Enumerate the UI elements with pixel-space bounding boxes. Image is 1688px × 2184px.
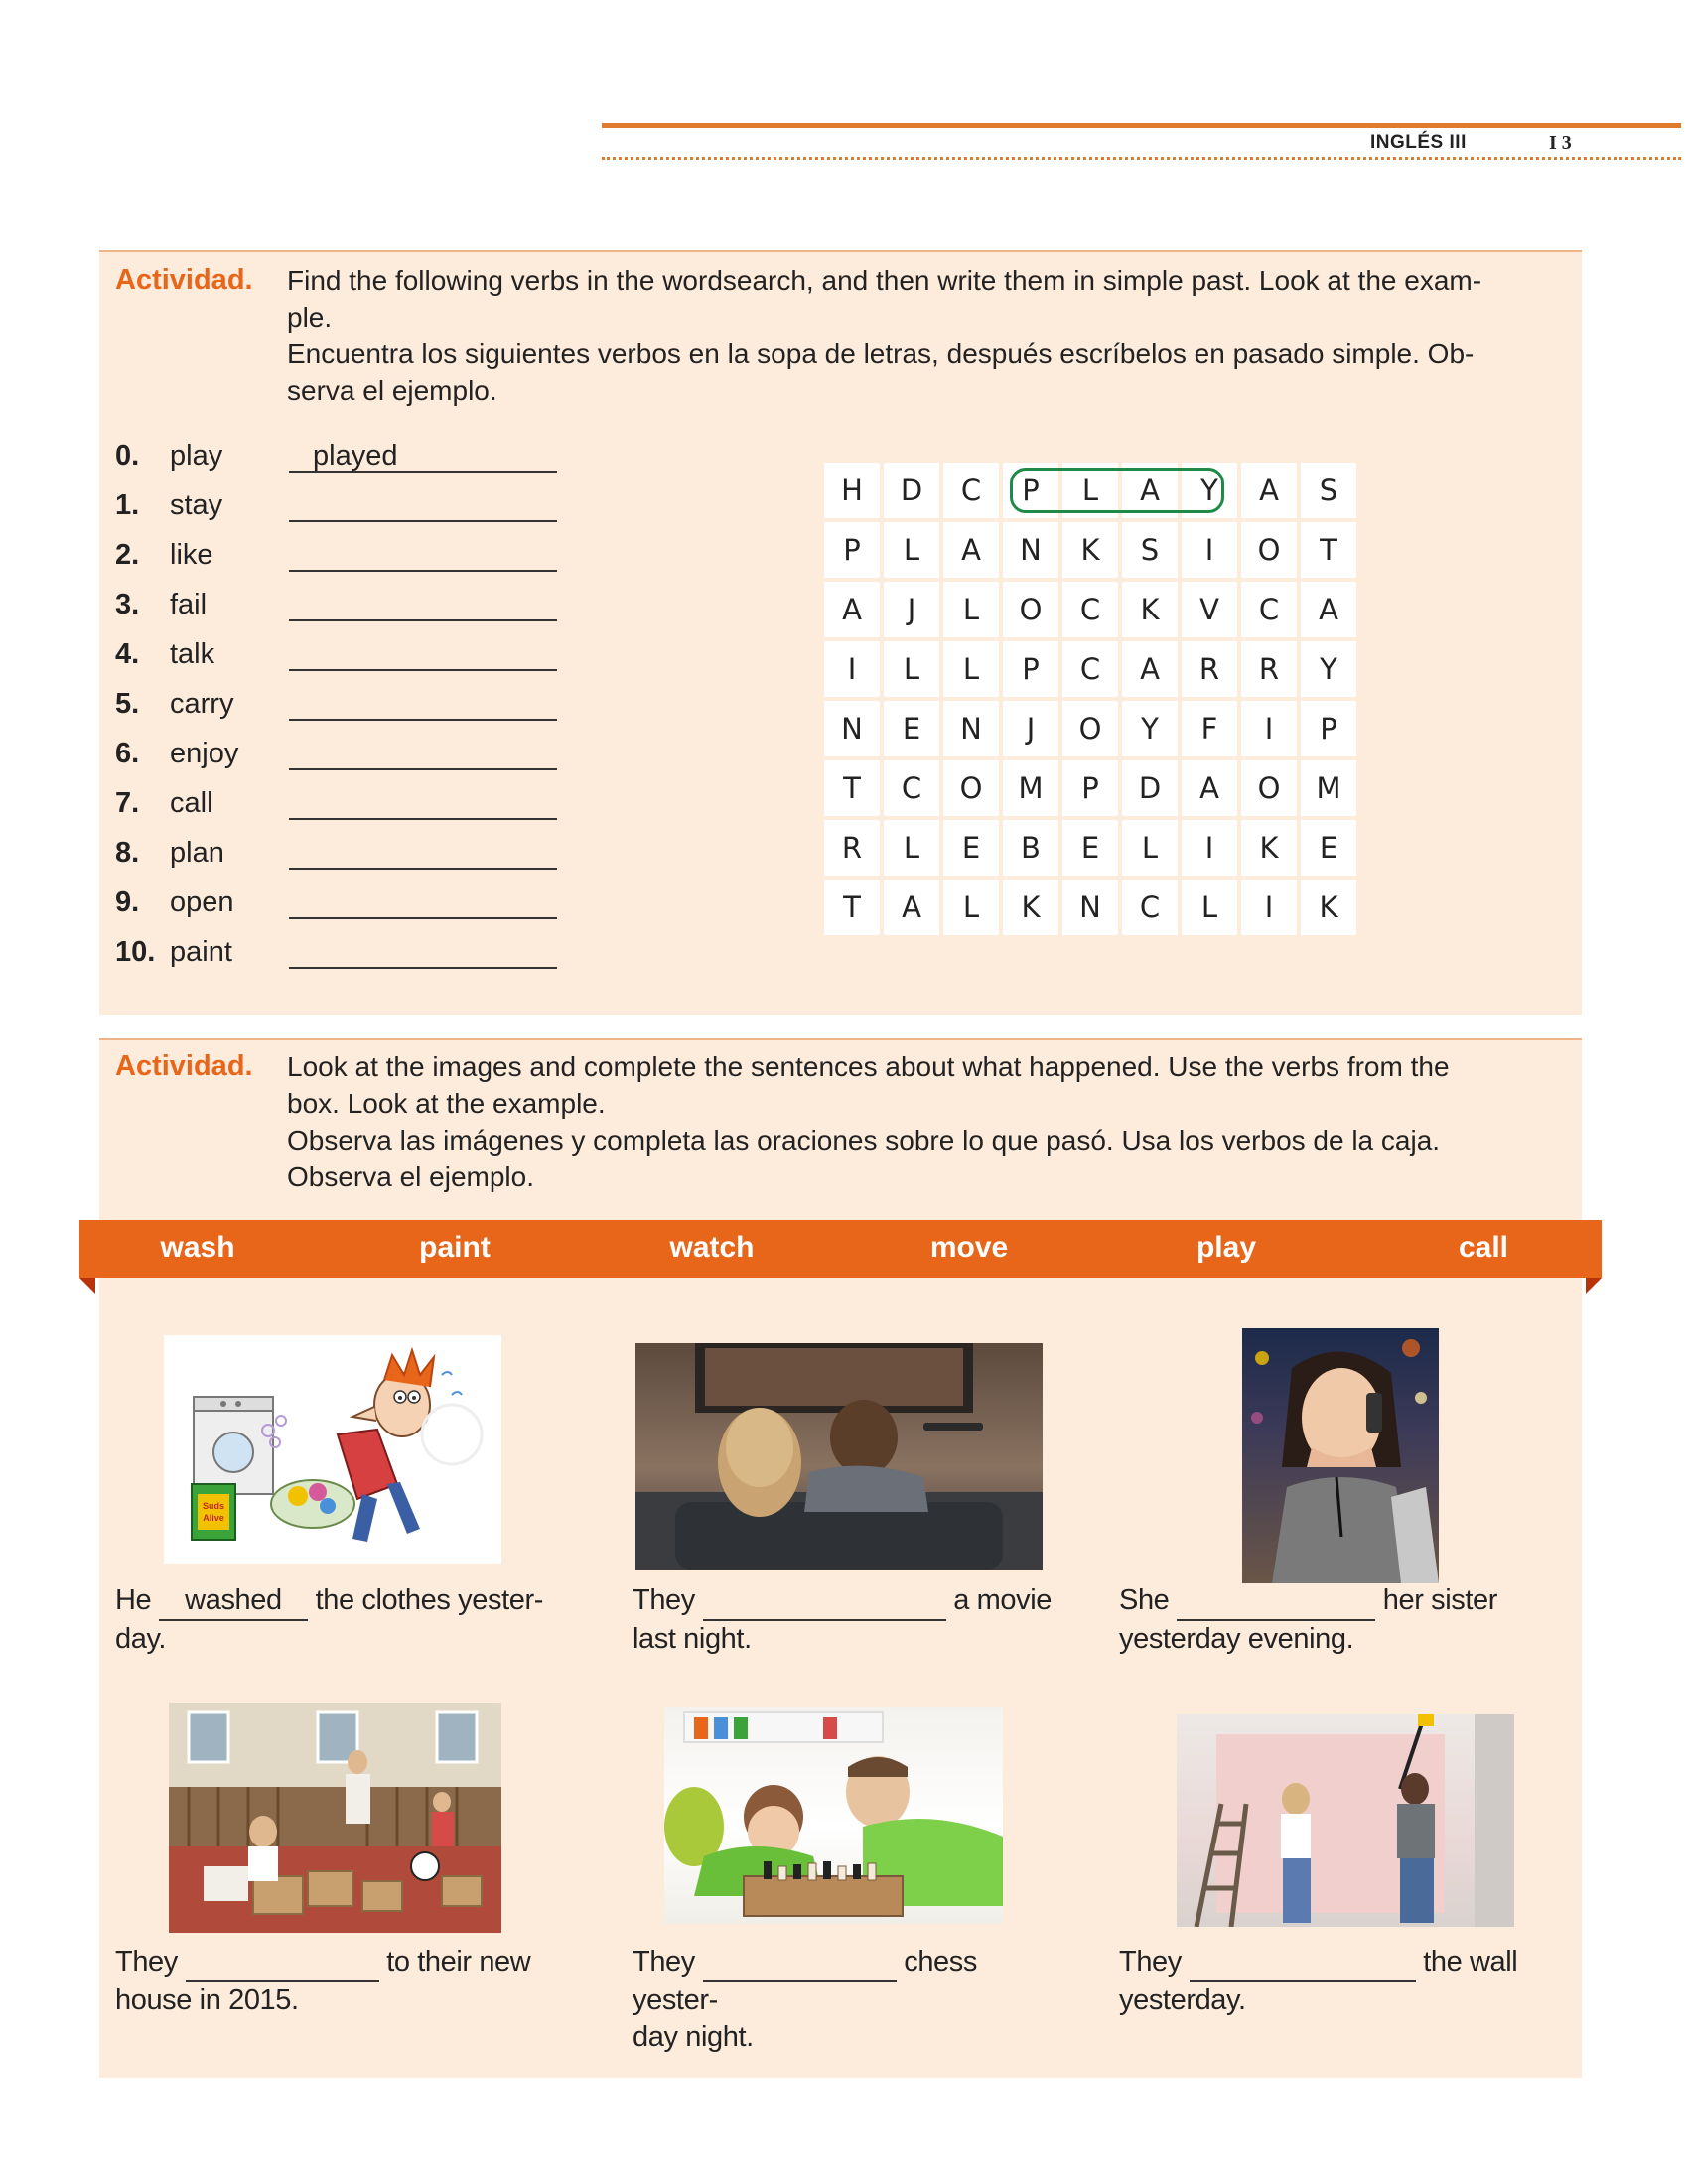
wordsearch-cell[interactable]: P	[1003, 463, 1058, 518]
wordsearch-cell[interactable]: K	[1003, 880, 1058, 935]
answer-field[interactable]	[289, 489, 557, 522]
sentence-line1	[1119, 1582, 1576, 1621]
suds-alive-box	[192, 1484, 235, 1540]
activity1-instructions	[287, 262, 1567, 409]
svg-text:Alive: Alive	[203, 1513, 224, 1523]
wordsearch-cell[interactable]: P	[1301, 701, 1356, 756]
wordsearch-cell[interactable]: O	[1241, 760, 1297, 816]
wordsearch-cell[interactable]: D	[884, 463, 939, 518]
activity2-label: Actividad.	[115, 1050, 253, 1082]
wordsearch-cell[interactable]: L	[943, 641, 999, 697]
verb-base: fail	[170, 589, 208, 620]
answer-field[interactable]	[289, 837, 557, 870]
sentence-6	[1119, 1944, 1576, 2019]
wordsearch-cell[interactable]: A	[943, 522, 999, 578]
wordsearch-cell[interactable]: R	[1241, 641, 1297, 697]
sentence-5	[633, 1944, 1069, 2056]
wordsearch-cell[interactable]: A	[1122, 641, 1178, 697]
answer-blank[interactable]	[703, 1582, 946, 1621]
wordsearch-cell[interactable]: F	[1182, 701, 1237, 756]
sentence-line1	[115, 1582, 552, 1621]
svg-text:Suds: Suds	[202, 1501, 225, 1511]
verb-box-item: paint	[419, 1231, 491, 1264]
wordsearch-cell[interactable]: R	[1182, 641, 1237, 697]
sentence-rest: the wall	[1423, 1946, 1518, 1978]
wordsearch-cell[interactable]: C	[884, 760, 939, 816]
sentence-rest: chess yester-	[633, 1946, 977, 2016]
instruction-en-line2: box. Look at the example.	[287, 1088, 606, 1119]
verb-box-item: move	[929, 1231, 1009, 1264]
wordsearch-cell[interactable]: T	[1301, 522, 1356, 578]
playing-chess-photo	[664, 1707, 1003, 1924]
verb-base: enjoy	[170, 738, 239, 769]
verb-base: plan	[170, 837, 224, 869]
sentence-line2: yesterday evening.	[1119, 1623, 1354, 1655]
sentence-line2: day.	[115, 1623, 167, 1655]
wordsearch-cell[interactable]: I	[824, 641, 880, 697]
sentence-line2: day night.	[633, 2021, 754, 2053]
activity2-instructions	[287, 1048, 1567, 1195]
wordsearch-cell[interactable]: A	[884, 880, 939, 935]
sentence-line1	[1119, 1944, 1576, 1982]
wordsearch-cell[interactable]: N	[1003, 522, 1058, 578]
wordsearch-cell[interactable]: M	[1301, 760, 1356, 816]
verb-base: call	[170, 787, 213, 819]
wordsearch-cell[interactable]: N	[1062, 880, 1118, 935]
instruction-es-line1: Encuentra los siguientes verbos en la sopa de letras, después escríbelos en pasado simple. Ob-	[287, 339, 1475, 369]
instruction-en-line2: ple.	[287, 302, 333, 333]
wordsearch-cell[interactable]: B	[1003, 820, 1058, 876]
sentence-rest: to their new	[386, 1946, 531, 1978]
verb-number: 2.	[115, 539, 140, 571]
sentence-subject: He	[115, 1584, 152, 1616]
verb-base: like	[170, 539, 213, 571]
verb-number: 4.	[115, 638, 140, 670]
banner-fold-right	[1586, 1278, 1602, 1294]
verb-number: 0.	[115, 440, 140, 472]
answer-blank[interactable]: washed	[159, 1582, 308, 1621]
answer-field[interactable]	[289, 738, 557, 770]
answer-field[interactable]	[289, 688, 557, 721]
wordsearch-cell[interactable]: L	[943, 582, 999, 637]
wordsearch-cell[interactable]: C	[1062, 582, 1118, 637]
wordsearch-cell[interactable]: I	[1241, 701, 1297, 756]
wordsearch-cell[interactable]: A	[1122, 463, 1178, 518]
sentence-3	[1119, 1582, 1576, 1658]
wordsearch-cell[interactable]: D	[1122, 760, 1178, 816]
verb-base: talk	[170, 638, 215, 670]
header-dotted-rule	[602, 157, 1681, 160]
wordsearch-cell[interactable]: R	[824, 820, 880, 876]
wordsearch-cell[interactable]: I	[1182, 820, 1237, 876]
wordsearch-cell[interactable]: L	[884, 820, 939, 876]
wordsearch-cell[interactable]: O	[1241, 522, 1297, 578]
wordsearch-cell[interactable]: P	[1062, 760, 1118, 816]
sentence-rest: a movie	[953, 1584, 1052, 1616]
wordsearch-cell[interactable]: L	[884, 641, 939, 697]
wordsearch-cell[interactable]: E	[1062, 820, 1118, 876]
verb-base: play	[170, 440, 223, 472]
wordsearch-cell[interactable]: A	[1241, 463, 1297, 518]
sentence-line1	[115, 1944, 552, 1982]
answer-field[interactable]: played	[289, 440, 557, 473]
verb-box-item: call	[1458, 1231, 1509, 1264]
verb-box-item: wash	[160, 1231, 235, 1264]
example-word-highlight	[1010, 468, 1224, 513]
wordsearch-cell[interactable]: K	[1062, 522, 1118, 578]
activity1-label: Actividad.	[115, 264, 253, 296]
wordsearch-cell[interactable]: C	[1062, 641, 1118, 697]
verb-box-item: play	[1196, 1231, 1257, 1264]
wordsearch-cell[interactable]: A	[824, 582, 880, 637]
wordsearch-cell[interactable]: L	[1182, 880, 1237, 935]
verb-base: open	[170, 887, 234, 918]
instruction-es-line1: Observa las imágenes y completa las oraciones sobre lo que pasó. Usa los verbos de la caja.	[287, 1125, 1441, 1156]
wordsearch-grid	[824, 463, 1356, 935]
instruction-en-line1: Look at the images and complete the sentences about what happened. Use the verbs from the	[287, 1051, 1450, 1082]
wordsearch-cell[interactable]: M	[1003, 760, 1058, 816]
wordsearch-cell[interactable]: O	[943, 760, 999, 816]
painting-wall-photo	[1177, 1714, 1514, 1927]
verb-base: carry	[170, 688, 234, 720]
verb-base: stay	[170, 489, 223, 521]
wordsearch-cell[interactable]: K	[1301, 880, 1356, 935]
wordsearch-cell[interactable]: C	[1241, 582, 1297, 637]
wordsearch-cell[interactable]: H	[824, 463, 880, 518]
sentence-line1	[633, 1582, 1069, 1621]
sentence-line2: yesterday.	[1119, 1984, 1246, 2016]
wordsearch-cell[interactable]: Y	[1122, 701, 1178, 756]
wordsearch-cell[interactable]: S	[1301, 463, 1356, 518]
wordsearch-cell[interactable]: L	[1122, 820, 1178, 876]
answer-blank[interactable]	[186, 1944, 379, 1982]
answer-field[interactable]	[289, 887, 557, 919]
sentence-subject: They	[115, 1946, 178, 1978]
wordsearch-cell[interactable]: N	[824, 701, 880, 756]
sentence-rest: her sister	[1382, 1584, 1498, 1616]
wordsearch-cell[interactable]: T	[824, 880, 880, 935]
wordsearch-cell[interactable]: T	[824, 760, 880, 816]
answer-field[interactable]	[289, 589, 557, 621]
wordsearch-cell[interactable]: C	[943, 463, 999, 518]
wordsearch-cell[interactable]: L	[1062, 463, 1118, 518]
wordsearch-cell[interactable]: P	[1003, 641, 1058, 697]
wordsearch-cell[interactable]: L	[943, 880, 999, 935]
instruction-en-line1: Find the following verbs in the wordsearch, and then write them in simple past. Look at the exam-	[287, 265, 1482, 296]
wordsearch-cell[interactable]: O	[1003, 582, 1058, 637]
wordsearch-cell[interactable]: E	[884, 701, 939, 756]
verb-number: 7.	[115, 787, 140, 819]
sentence-rest: the clothes yester-	[315, 1584, 543, 1616]
sentence-1	[115, 1582, 552, 1658]
wordsearch-cell[interactable]: K	[1122, 582, 1178, 637]
instruction-es-line2: Observa el ejemplo.	[287, 1161, 535, 1192]
verb-box	[79, 1220, 1602, 1278]
sentence-subject: They	[1119, 1946, 1182, 1978]
answer-blank[interactable]	[1177, 1582, 1375, 1621]
instruction-es-line2: serva el ejemplo.	[287, 375, 497, 406]
verb-number: 5.	[115, 688, 140, 720]
verb-number: 1.	[115, 489, 140, 521]
wordsearch-cell[interactable]: J	[884, 582, 939, 637]
wordsearch-cell[interactable]: A	[1301, 582, 1356, 637]
wordsearch-cell[interactable]: I	[1182, 522, 1237, 578]
sentence-2	[633, 1582, 1069, 1658]
wordsearch-cell[interactable]: L	[884, 522, 939, 578]
wordsearch-cell[interactable]: A	[1182, 760, 1237, 816]
wordsearch-cell[interactable]: S	[1122, 522, 1178, 578]
wordsearch-cell[interactable]: J	[1003, 701, 1058, 756]
sentence-subject: They	[633, 1946, 695, 1978]
sentence-4	[115, 1944, 552, 2019]
wordsearch-cell[interactable]: I	[1241, 880, 1297, 935]
verb-number: 9.	[115, 887, 140, 918]
wordsearch-cell[interactable]: E	[943, 820, 999, 876]
sentence-line2: last night.	[633, 1623, 752, 1655]
wordsearch-cell[interactable]: E	[1301, 820, 1356, 876]
page-number: I 3	[1549, 132, 1572, 154]
answer-field[interactable]	[289, 787, 557, 820]
wordsearch-cell[interactable]: N	[943, 701, 999, 756]
verb-number: 6.	[115, 738, 140, 769]
header-rule	[602, 123, 1681, 128]
verb-number: 3.	[115, 589, 140, 620]
sentence-subject: She	[1119, 1584, 1170, 1616]
sentence-line2: house in 2015.	[115, 1984, 299, 2016]
wordsearch-cell[interactable]: O	[1062, 701, 1118, 756]
banner-fold-left	[79, 1278, 95, 1294]
wordsearch-cell[interactable]: Y	[1301, 641, 1356, 697]
course-title: INGLÉS III	[1370, 132, 1467, 153]
wordsearch-cell[interactable]: P	[824, 522, 880, 578]
wordsearch-cell[interactable]: V	[1182, 582, 1237, 637]
verb-base: paint	[170, 936, 232, 968]
moving-house-photo	[169, 1703, 501, 1933]
verb-number: 10.	[115, 936, 156, 968]
sentence-subject: They	[633, 1584, 695, 1616]
phone-call-photo	[1242, 1328, 1439, 1583]
verb-box-item: watch	[669, 1231, 755, 1264]
washing-clothes-illustration	[164, 1335, 501, 1564]
wordsearch-cell[interactable]: C	[1122, 880, 1178, 935]
answer-field[interactable]	[289, 936, 557, 969]
answer-blank[interactable]	[1190, 1944, 1416, 1982]
answer-field[interactable]	[289, 539, 557, 572]
wordsearch-cell[interactable]: Y	[1182, 463, 1237, 518]
wordsearch-cell[interactable]: K	[1241, 820, 1297, 876]
sentence-line1	[633, 1944, 1069, 2019]
watching-movie-photo	[635, 1343, 1043, 1570]
answer-field[interactable]	[289, 638, 557, 671]
answer-blank[interactable]	[703, 1944, 897, 1982]
verb-number: 8.	[115, 837, 140, 869]
